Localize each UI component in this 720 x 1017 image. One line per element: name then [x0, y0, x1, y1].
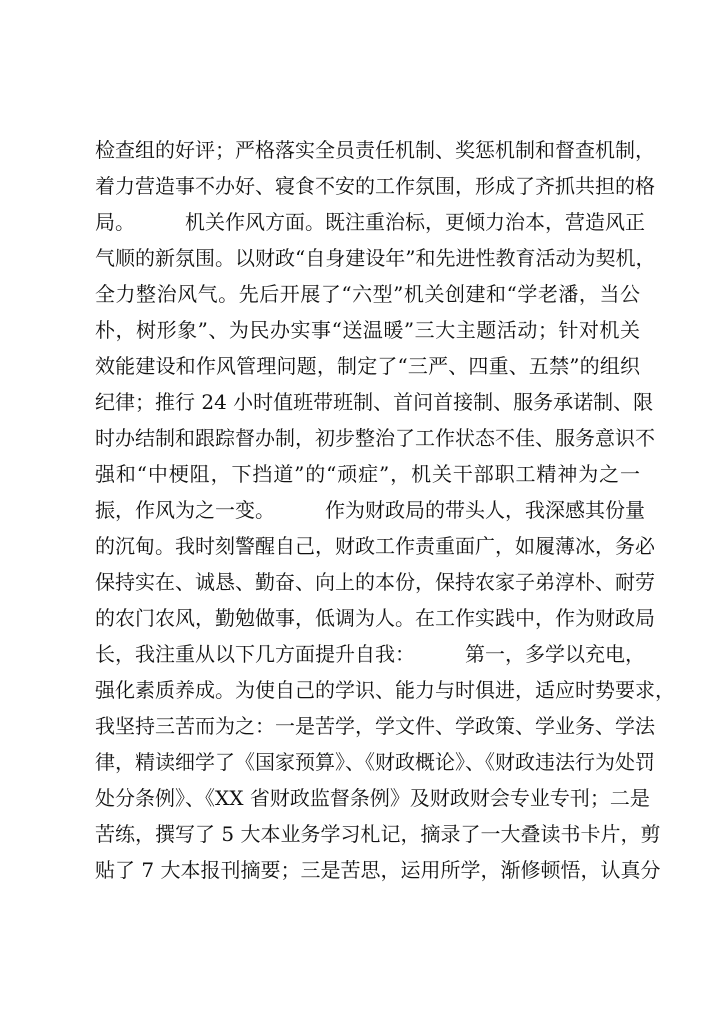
text-line: 强和“中梗阻，下挡道”的“顽症”，机关干部职工精神为之一: [95, 462, 640, 486]
text-line: 强化素质养成。为使自己的学识、能力与时俱进，适应时势要求，: [95, 678, 675, 702]
text-line: 的沉甸。我时刻警醒自己，财政工作责重面广，如履薄冰，务必: [95, 534, 655, 558]
text-line: 贴了 7 大本报刊摘要；三是苦思，运用所学，渐修顿悟，认真分: [95, 858, 661, 882]
text-line: 苦练，撰写了 5 大本业务学习札记，摘录了一大叠读书卡片，剪: [95, 822, 661, 846]
text-line: 处分条例》、《XX 省财政监督条例》及财政财会专业专刊；二是: [95, 786, 650, 810]
text-line: 朴，树形象”、为民办实事“送温暖”三大主题活动；针对机关: [95, 318, 640, 342]
text-line: 局。 机关作风方面。既注重治标，更倾力治本，营造风正: [95, 210, 645, 234]
text-line: 气顺的新氛围。以财政“自身建设年”和先进性教育活动为契机，: [95, 246, 656, 270]
text-line: 的农门农风，勤勉做事，低调为人。在工作实践中，作为财政局: [95, 606, 655, 630]
text-line: 振，作风为之一变。 作为财政局的带头人，我深感其份量: [95, 498, 645, 522]
text-line: 长，我注重从以下几方面提升自我： 第一，多学以充电，: [95, 642, 645, 666]
text-line: 律，精读细学了《国家预算》、《财政概论》、《财政违法行为处罚: [95, 750, 655, 774]
text-line: 我坚持三苦而为之：一是苦学，学文件、学政策、学业务、学法: [95, 714, 655, 738]
text-line: 着力营造事不办好、寝食不安的工作氛围，形成了齐抓共担的格: [95, 174, 655, 198]
text-line: 检查组的好评；严格落实全员责任机制、奖惩机制和督查机制，: [95, 138, 655, 162]
text-line: 时办结制和跟踪督办制，初步整治了工作状态不佳、服务意识不: [95, 426, 655, 450]
text-line: 纪律；推行 24 小时值班带班制、首问首接制、服务承诺制、限: [95, 390, 654, 414]
text-line: 效能建设和作风管理问题，制定了“三严、四重、五禁”的组织: [95, 354, 640, 378]
text-line: 全力整治风气。先后开展了“六型”机关创建和“学老潘，当公: [95, 282, 640, 306]
text-line: 保持实在、诚恳、勤奋、向上的本份，保持农家子弟淳朴、耐劳: [95, 570, 655, 594]
